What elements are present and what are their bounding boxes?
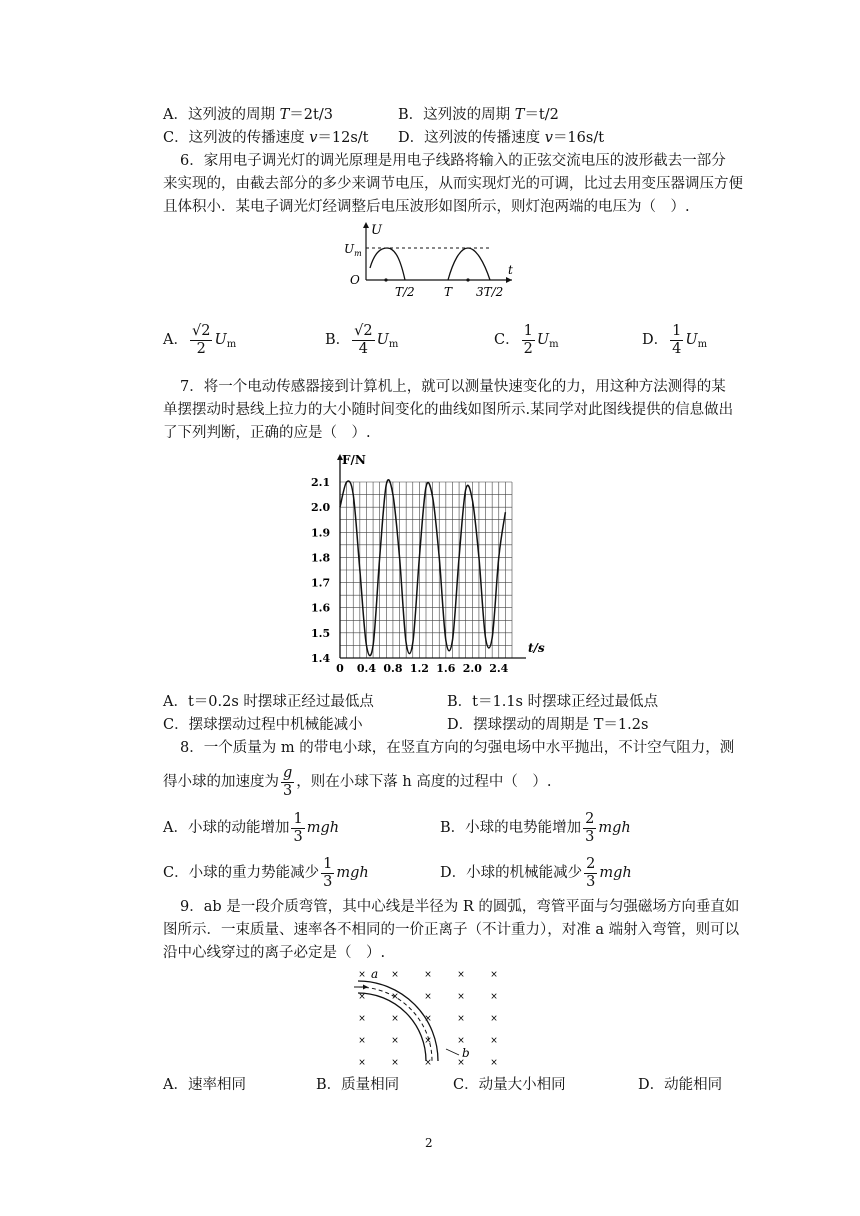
field-cross: × (391, 1058, 399, 1068)
field-cross: × (424, 1014, 432, 1024)
end-b-label: b (462, 1046, 470, 1060)
q7-option-b: B．t＝1.1s 时摆球正经过最低点 (447, 694, 659, 710)
quarter-dot-1 (384, 278, 387, 281)
q9-option-b: B．质量相同 (316, 1077, 400, 1093)
field-cross: × (490, 1014, 498, 1024)
q9-option-d: D．动能相同 (638, 1077, 723, 1093)
q5-option-b: B．这列波的周期 T＝t/2 (398, 107, 559, 123)
y-tick-label: 1.8 (311, 551, 331, 565)
field-cross: × (490, 970, 498, 980)
wave-segment-1 (370, 248, 405, 280)
y-tick-label: 1.9 (311, 526, 331, 540)
field-cross: × (358, 1014, 366, 1024)
x-tick-label: 0.4 (356, 662, 377, 675)
t-axis-arrow (506, 277, 512, 283)
q6-option-b: B． $\frac{√2}{4}$ $U_m$ (325, 322, 399, 357)
field-cross: × (490, 992, 498, 1002)
q6-option-d: D． $\frac{1}{4}$ $U_m$ (642, 322, 708, 357)
q9-option-c: C．动量大小相同 (453, 1077, 566, 1093)
q7-option-d: D．摆球摆动的周期是 T＝1.2s (447, 717, 649, 733)
field-cross: × (358, 992, 366, 1002)
field-cross: × (457, 1014, 465, 1024)
y-tick-label: 1.5 (311, 626, 331, 640)
y-axis-label: F/N (342, 453, 366, 467)
q7-stem-line3: 了下列判断，正确的应是（ ）. (163, 425, 371, 441)
field-cross: × (391, 970, 399, 980)
field-cross: × (391, 992, 399, 1002)
force-curve (340, 480, 505, 656)
end-a-label: a (371, 967, 379, 981)
tube-inner-wall (358, 993, 426, 1061)
field-crosses (358, 970, 498, 1068)
q8-option-b: B．小球的电势能增加 $\frac{2}{3}$ mgh (440, 810, 631, 845)
x-tick-label: 2.0 (462, 662, 482, 675)
field-cross: × (457, 1036, 465, 1046)
q5-option-d: D．这列波的传播速度 v＝16s/t (398, 130, 605, 146)
q7-stem-line2: 单摆摆动时悬线上拉力的大小随时间变化的曲线如图所示.某同学对此图线提供的信息做出 (163, 402, 734, 418)
q7-option-c: C．摆球摆动过程中机械能减小 (163, 717, 363, 733)
field-cross: × (358, 970, 366, 980)
q8-option-d: D．小球的机械能减少 $\frac{2}{3}$ mgh (440, 855, 632, 890)
q7-stem-line1: 7．将一个电动传感器接到计算机上，就可以测量快速变化的力，用这种方法测得的某 (180, 379, 726, 395)
q6-voltage-figure (340, 218, 520, 300)
x-tick-label: 0 (336, 662, 344, 675)
quarter-dot-2 (466, 278, 469, 281)
q8-stem-line2: 得小球的加速度为 $\frac{g}{3}$ ，则在小球下落 h 高度的过程中（ ）. (163, 764, 552, 799)
tick-3t-half: 3T/2 (476, 285, 504, 299)
x-tick-label: 0.8 (383, 662, 403, 675)
q6-option-c: C． $\frac{1}{2}$ $U_m$ (494, 322, 559, 357)
u-axis-arrow (363, 222, 369, 228)
q9-stem-line2: 图所示．一束质量、速率各不相同的一价正离子（不计重力），对准 a 端射入弯管，则可以 (163, 922, 740, 938)
field-cross: × (424, 992, 432, 1002)
x-tick-label: 1.2 (409, 662, 429, 675)
field-cross: × (490, 1058, 498, 1068)
u-axis-label: U (371, 223, 382, 238)
q7-option-a: A．t＝0.2s 时摆球正经过最低点 (163, 694, 374, 710)
t-axis-label: t (508, 263, 513, 277)
x-tick-label: 1.6 (436, 662, 456, 675)
q6-stem-line1: 6．家用电子调光灯的调光原理是用电子线路将输入的正弦交流电压的波形截去一部分 (180, 153, 726, 169)
page-number: 2 (425, 1136, 433, 1150)
field-cross: × (358, 1036, 366, 1046)
origin-label: O (350, 273, 360, 287)
um-label: $U_m$ (344, 242, 362, 258)
field-cross: × (424, 1058, 432, 1068)
x-axis-label: t/s (528, 641, 545, 655)
q9-option-a: A．速率相同 (163, 1077, 246, 1093)
y-tick-label: 1.7 (311, 576, 331, 590)
field-cross: × (457, 1058, 465, 1068)
q5-option-a: A．这列波的周期 T＝2t/3 (163, 107, 333, 123)
tick-t: T (444, 285, 453, 299)
field-cross: × (457, 970, 465, 980)
q9-stem-line1: 9．ab 是一段介质弯管，其中心线是半径为 R 的圆弧，弯管平面与匀强磁场方向垂直如 (180, 899, 740, 915)
y-tick-label: 2.0 (311, 501, 331, 515)
y-tick-label: 2.1 (311, 476, 331, 489)
y-tick-label: 1.6 (311, 601, 331, 615)
field-cross: × (391, 1014, 399, 1024)
q8-option-c: C．小球的重力势能减少 $\frac{1}{3}$ mgh (163, 855, 369, 890)
tick-t-half: T/2 (395, 285, 415, 299)
wave-segment-2 (448, 248, 490, 280)
chart-grid (340, 482, 512, 658)
q9-magnetic-field-figure (350, 963, 510, 1071)
field-cross: × (358, 1058, 366, 1068)
field-cross: × (424, 970, 432, 980)
x-tick-label: 2.4 (489, 662, 509, 675)
entry-arrow-head (363, 985, 368, 990)
q9-stem-line3: 沿中心线穿过的离子必定是（ ）. (163, 945, 386, 961)
field-cross: × (424, 1036, 432, 1046)
q6-stem-line3: 且体积小．某电子调光灯经调整后电压波形如图所示，则灯泡两端的电压为（ ）. (163, 199, 690, 215)
field-cross: × (457, 992, 465, 1002)
q7-force-time-chart (300, 450, 560, 678)
chart-axes (337, 454, 526, 658)
q5-option-c: C．这列波的传播速度 v＝12s/t (163, 130, 369, 146)
q6-option-a: A． $\frac{√2}{2}$ $U_m$ (163, 322, 237, 357)
b-pointer (446, 1049, 459, 1055)
q8-option-a: A．小球的动能增加 $\frac{1}{3}$ mgh (163, 810, 340, 845)
y-tick-label: 1.4 (311, 652, 331, 665)
field-cross: × (391, 1036, 399, 1046)
q6-stem-line2: 来实现的，由截去部分的多少来调节电压，从而实现灯光的可调，比过去用变压器调压方便 (163, 176, 743, 192)
q8-stem-line1: 8．一个质量为 m 的带电小球，在竖直方向的匀强电场中水平抛出，不计空气阻力，测 (180, 740, 735, 756)
field-cross: × (490, 1036, 498, 1046)
